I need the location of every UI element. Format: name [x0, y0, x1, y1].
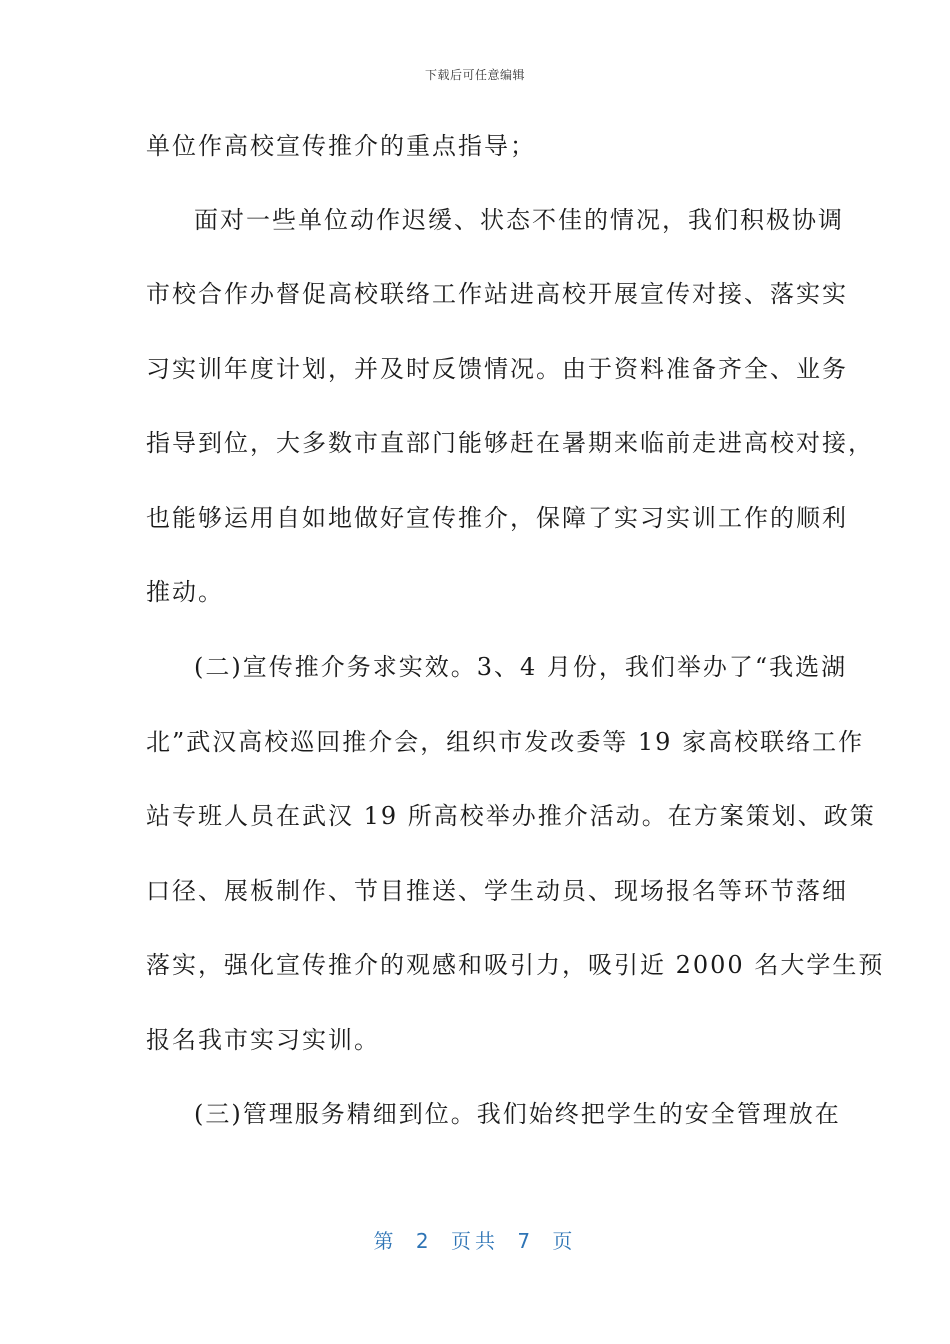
body-line-8: (二)宣传推介务求实效。3、4 月份，我们举办了“我选湖	[194, 653, 848, 681]
body-line-2: 面对一些单位动作迟缓、状态不佳的情况，我们积极协调	[194, 206, 844, 234]
body-line-1: 单位作高校宣传推介的重点指导；	[146, 132, 536, 160]
body-line-14: (三)管理服务精细到位。我们始终把学生的安全管理放在	[194, 1100, 841, 1128]
body-line-11: 口径、展板制作、节目推送、学生动员、现场报名等环节落细	[146, 877, 848, 905]
body-line-13: 报名我市实习实训。	[146, 1026, 380, 1054]
body-line-10: 站专班人员在武汉 19 所高校举办推介活动。在方案策划、政策	[146, 802, 876, 830]
body-line-4: 习实训年度计划，并及时反馈情况。由于资料准备齐全、业务	[146, 355, 848, 383]
body-line-6: 也能够运用自如地做好宣传推介，保障了实习实训工作的顺利	[146, 504, 848, 532]
body-line-9: 北”武汉高校巡回推介会，组织市发改委等 19 家高校联络工作	[146, 728, 865, 756]
page-header: 下载后可任意编辑	[424, 68, 525, 82]
body-line-3: 市校合作办督促高校联络工作站进高校开展宣传对接、落实实	[146, 280, 848, 308]
page-number-footer: 第 2 页共 7 页	[373, 1229, 577, 1253]
body-line-12: 落实，强化宣传推介的观感和吸引力，吸引近 2000 名大学生预	[146, 951, 885, 979]
body-line-5: 指导到位，大多数市直部门能够赶在暑期来临前走进高校对接，	[146, 429, 874, 457]
body-line-7: 推动。	[146, 578, 224, 606]
